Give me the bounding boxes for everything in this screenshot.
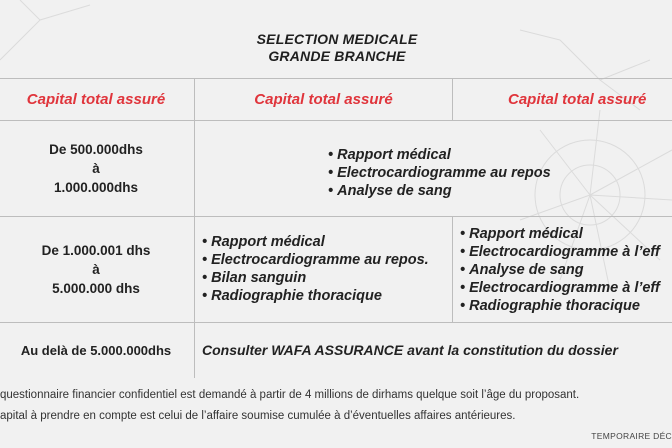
header-capital-1: Capital total assuré [26,90,166,108]
capital-range-1-sep: à [92,161,100,176]
list-item: • Rapport médical [460,225,660,243]
list-item: • Analyse de sang [328,182,551,200]
footnote-2: apital à prendre en compte est celui de l’affaire soumise cumulée à d’éventuelles affaires antérieures. [0,410,516,422]
footer-label: TEMPORAIRE DÉC [591,431,672,441]
list-item: • Rapport médical [328,146,551,164]
list-item: • Radiographie thoracique [202,287,429,305]
list-item: • Rapport médical [202,233,429,251]
table-title-line1: SELECTION MEDICALE [256,31,418,47]
column-divider [452,216,453,322]
header-capital-2: Capital total assuré [254,90,393,108]
list-item: • Bilan sanguin [202,269,429,287]
list-item: • Electrocardiogramme au repos. [202,251,429,269]
capital-range-1-from: De 500.000dhs [49,142,143,157]
list-item: • Electrocardiogramme au repos [328,164,551,182]
table-title-line2: GRANDE BRANCHE [268,48,406,64]
list-item: • Analyse de sang [460,261,660,279]
capital-range-2-sep: à [92,262,100,277]
medical-selection-table [0,18,672,378]
exam-list-row2-col3 [460,225,660,315]
column-divider [194,78,195,378]
footnote-1: questionnaire financier confidentiel est demandé à partir de 4 millions de dirhams quelque soit l’âge du proposant. [0,389,580,401]
list-item: • Electrocardiogramme à l’eff [460,243,660,261]
exam-list-row1 [328,146,551,200]
list-item: • Radiographie thoracique [460,297,660,315]
consult-note: Consulter WAFA ASSURANCE avant la constitution du dossier [202,342,618,358]
header-capital-3: Capital total assuré [508,90,647,108]
table-title [0,18,672,79]
list-item: • Electrocardiogramme à l’eff [460,279,660,297]
capital-range-2 [0,217,194,322]
capital-range-2-to: 5.000.000 dhs [52,281,140,296]
capital-range-1-to: 1.000.000dhs [53,180,139,195]
capital-range-1 [0,121,194,216]
capital-range-3: Au delà de 5.000.000dhs [20,343,172,358]
capital-range-2-from: De 1.000.001 dhs [41,243,151,258]
exam-list-row2-col2 [202,233,429,305]
